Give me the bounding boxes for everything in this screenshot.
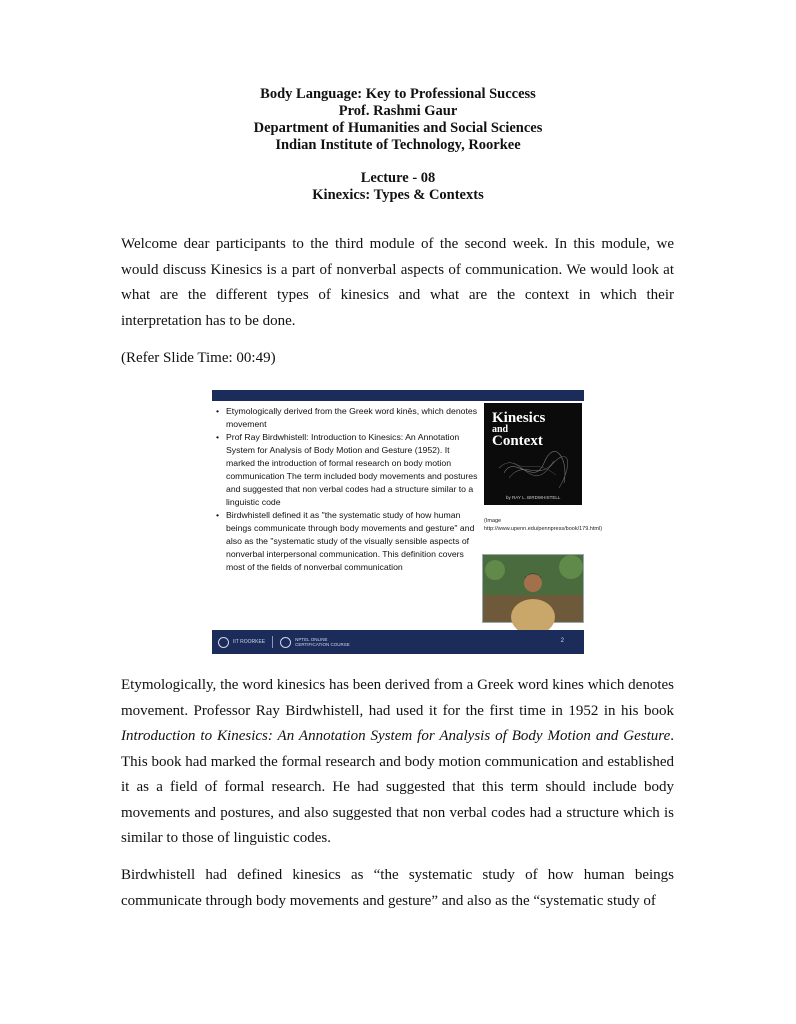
slide-bullet-list bbox=[216, 405, 478, 574]
professor-name: Prof. Rashmi Gaur bbox=[338, 103, 458, 119]
book-title: Kinesics and Context bbox=[492, 410, 546, 449]
slide-bullet: • Etymologically derived from the Greek word kinēs, which denotes movement bbox=[216, 405, 478, 431]
presenter-figure bbox=[483, 555, 583, 622]
institute-name: Indian Institute of Technology, Roorkee bbox=[275, 137, 521, 153]
lecture-title: Kinexics: Types & Contexts bbox=[312, 187, 484, 203]
department-name: Department of Humanities and Social Sciences bbox=[253, 120, 543, 136]
slide-top-bar bbox=[212, 390, 584, 401]
document-header bbox=[0, 86, 796, 154]
presenter-video-thumbnail bbox=[482, 554, 584, 623]
image-caption: (Image http://www.upenn.edu/pennpress/book/179.html) bbox=[484, 518, 603, 532]
slide-footer-bar bbox=[212, 630, 584, 654]
course-title: Body Language: Key to Professional Success bbox=[260, 86, 536, 102]
iit-roorkee-logo-icon bbox=[218, 637, 229, 648]
slide-bullet: • Prof Ray Birdwhistell: Introduction to Kinesics: An Annotation System for Analysis of Body Motion and Gesture (1952). It marked the introduction of formal research on body motion communication The term included body movements and postures and suggested that non verbal codes had a structure similar to a linguistic code bbox=[216, 431, 478, 509]
slide-page-number: 2 bbox=[560, 638, 564, 644]
book-author: by RAY L. BIRDWHISTELL bbox=[506, 495, 561, 500]
slide-reference: (Refer Slide Time: 00:49) bbox=[121, 350, 276, 366]
intro-paragraph: Welcome dear participants to the third module of the second week. In this module, we would discuss Kinesics is a part of nonverbal aspects of communication. We would look at what are the different types of kinesics and what are the context in which their interpretation has to be done. bbox=[121, 236, 674, 329]
lecture-number: Lecture - 08 bbox=[360, 170, 436, 186]
footer-divider bbox=[272, 636, 273, 648]
body-paragraph-1: Etymologically, the word kinesics has been derived from a Greek word kines which denotes movement. Professor Ray Birdwhistell, had used it for the first time in 1952 in his book Introduction to Kinesics: An Annotation System for Analysis of Body Motion and Gesture. This book had marked the formal research and body motion communication and established it as a field of formal research. He had suggested that this term should include body movements and postures, and also suggested that non verbal codes had a structure which is similar to those of linguistic codes. bbox=[121, 677, 674, 846]
nptel-logo-icon bbox=[280, 637, 291, 648]
body-paragraph-2: Birdwhistell had defined kinesics as “the systematic study of how human beings communicate through body movements and gesture” and also as the “systematic study of bbox=[121, 867, 674, 909]
slide-bullet: • Birdwhistell defined it as "the systematic study of how human beings communicate through body movements and gesture" and also as the "systematic study of the visually sensible aspects of nonverbal interpersonal communication. This definition covers most of the fields of nonverbal communication bbox=[216, 509, 478, 574]
footer-institute-label: IIT ROORKEE bbox=[233, 639, 266, 645]
book-cover-image bbox=[484, 403, 582, 505]
footer-course-label: NPTEL ONLINE CERTIFICATION COURSE bbox=[295, 636, 350, 647]
book-title-italic: Introduction to Kinesics: An Annotation System for Analysis of Body Motion and Gesture bbox=[121, 728, 671, 744]
lecture-slide-image bbox=[212, 390, 603, 654]
lecture-heading bbox=[0, 170, 796, 204]
